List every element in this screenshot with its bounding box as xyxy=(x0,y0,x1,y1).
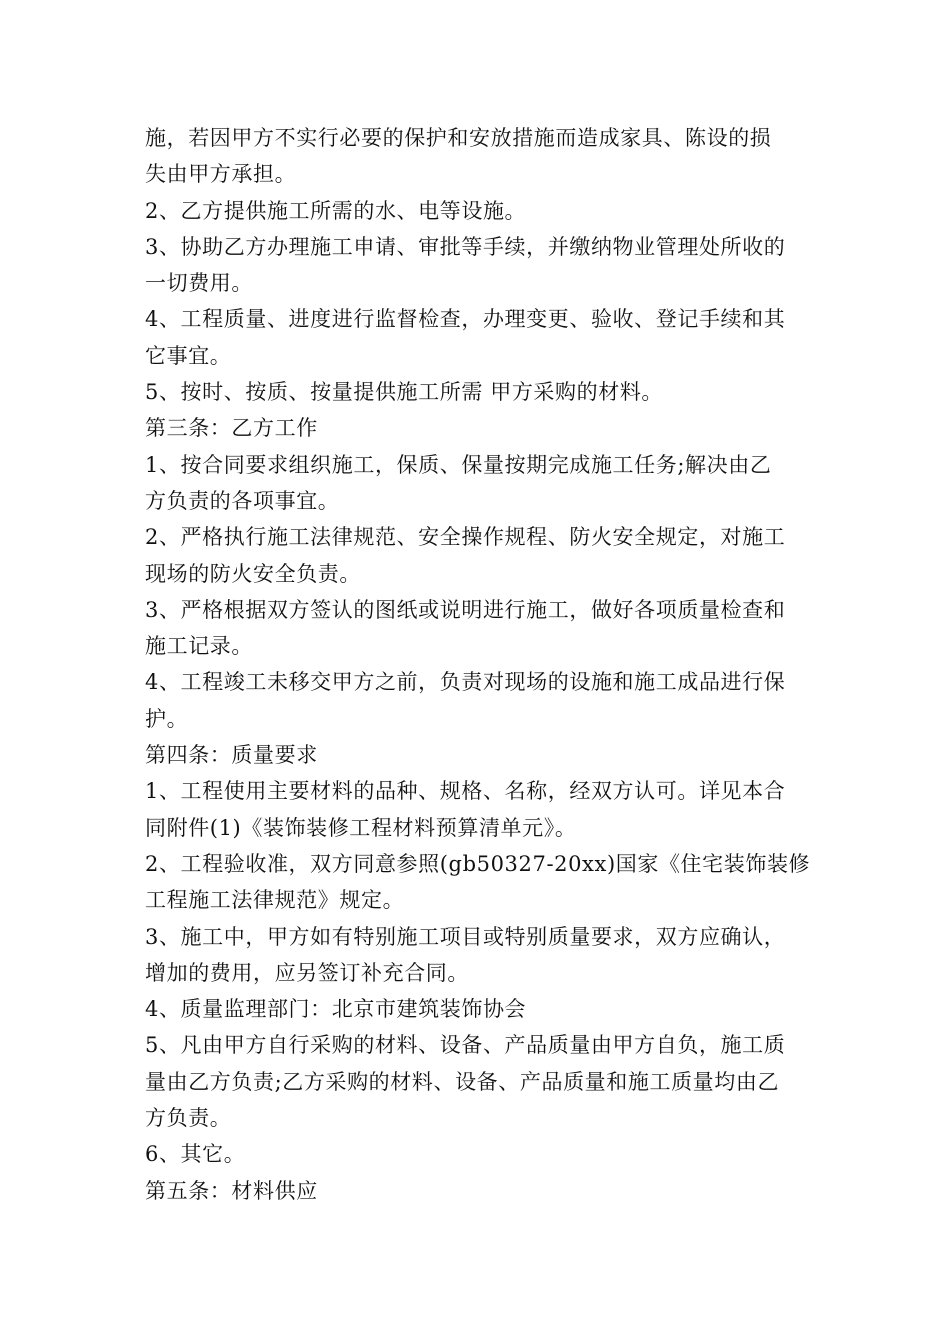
text-line: 方负责的各项事宜。 xyxy=(145,488,340,513)
section-heading: 第四条：质量要求 xyxy=(145,743,318,768)
text-line: 量由乙方负责;乙方采购的材料、设备、产品质量和施工质量均由乙 xyxy=(145,1069,780,1094)
text-line: 4、工程质量、进度进行监督检查，办理变更、验收、登记手续和其 xyxy=(145,307,786,332)
text-line: 1、工程使用主要材料的品种、规格、名称，经双方认可。详见本合 xyxy=(145,779,786,804)
text-line: 2、严格执行施工法律规范、安全操作规程、防火安全规定，对施工 xyxy=(145,525,786,550)
section-heading: 第三条：乙方工作 xyxy=(145,416,318,441)
text-line: 5、凡由甲方自行采购的材料、设备、产品质量由甲方自负，施工质 xyxy=(145,1033,786,1058)
text-line: 1、按合同要求组织施工，保质、保量按期完成施工任务;解决由乙 xyxy=(145,452,772,477)
text-line: 工程施工法律规范》规定。 xyxy=(145,888,405,913)
section-heading: 第五条：材料供应 xyxy=(145,1178,318,1203)
text-line: 一切费用。 xyxy=(145,271,253,296)
text-line: 护。 xyxy=(145,706,189,731)
text-line: 3、严格根据双方签认的图纸或说明进行施工，做好各项质量检查和 xyxy=(145,597,786,622)
text-line: 2、乙方提供施工所需的水、电等设施。 xyxy=(145,198,527,223)
text-line: 3、施工中，甲方如有特别施工项目或特别质量要求，双方应确认， xyxy=(145,924,786,949)
text-line: 它事宜。 xyxy=(145,343,232,368)
document-body xyxy=(145,120,810,1209)
text-line: 5、按时、按质、按量提供施工所需 甲方采购的材料。 xyxy=(145,380,664,405)
text-line: 施工记录。 xyxy=(145,634,253,659)
text-line: 失由甲方承担。 xyxy=(145,162,297,187)
text-line: 同附件(1)《装饰装修工程材料预算清单元》。 xyxy=(145,815,577,840)
text-line: 3、协助乙方办理施工申请、审批等手续，并缴纳物业管理处所收的 xyxy=(145,234,786,259)
text-line: 现场的防火安全负责。 xyxy=(145,561,361,586)
text-line: 增加的费用，应另签订补充合同。 xyxy=(145,960,469,985)
text-line: 6、其它。 xyxy=(145,1142,246,1167)
text-line: 4、质量监理部门：北京市建筑装饰协会 xyxy=(145,997,527,1022)
text-line: 4、工程竣工未移交甲方之前，负责对现场的设施和施工成品进行保 xyxy=(145,670,786,695)
text-line: 施，若因甲方不实行必要的保护和安放措施而造成家具、陈设的损 xyxy=(145,126,772,150)
text-line: 方负责。 xyxy=(145,1106,232,1131)
text-line: 2、工程验收准，双方同意参照(gb50327-20xx)国家《住宅装饰装修 xyxy=(145,851,811,876)
